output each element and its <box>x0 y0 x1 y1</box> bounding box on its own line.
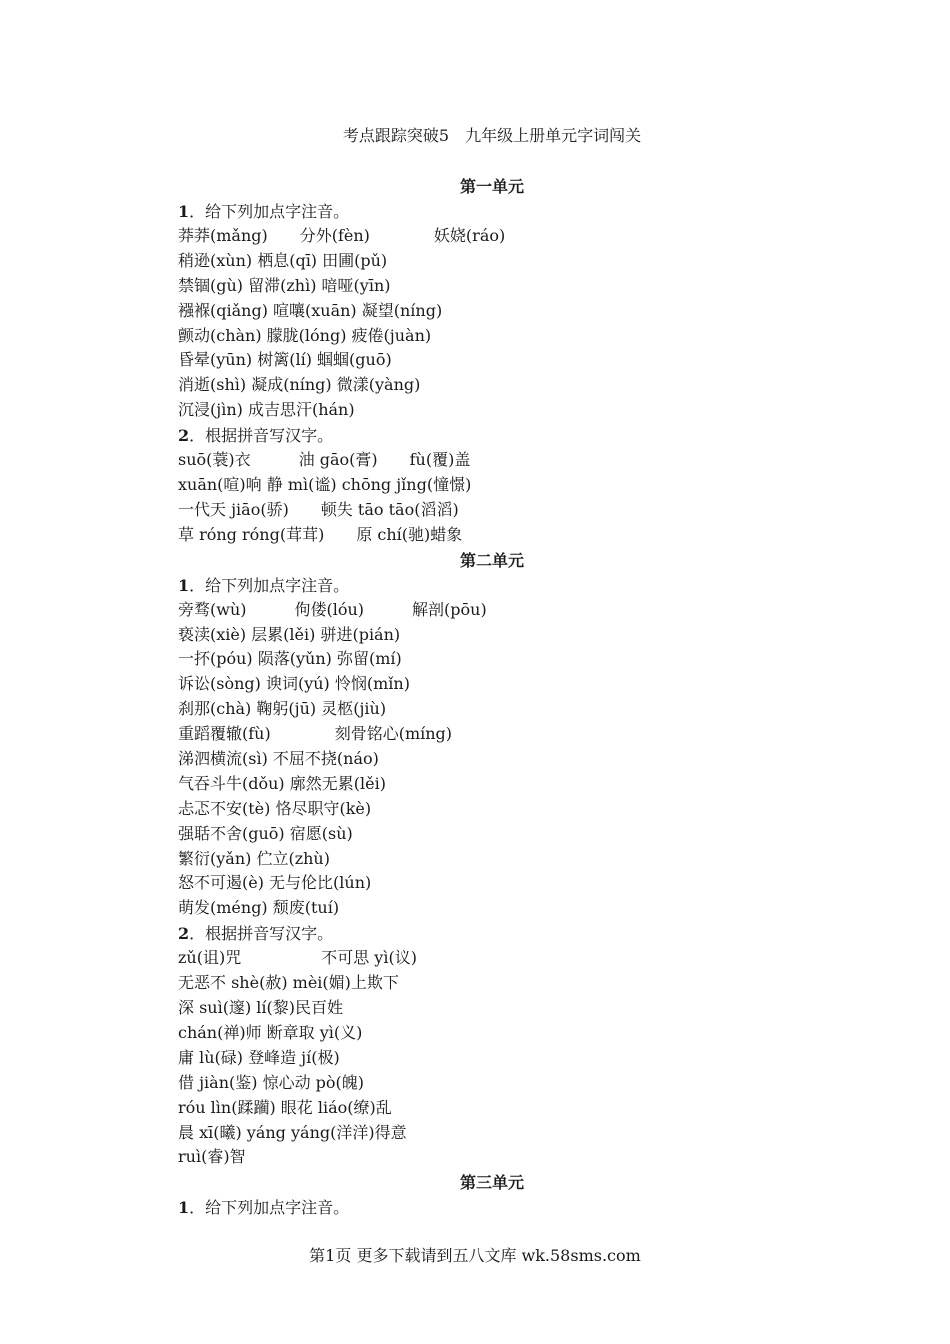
exercise-line: 萌发(méng) 颓废(tuí) <box>178 898 340 918</box>
exercise-line: 气吞斗牛(dǒu) 廓然无累(lěi) <box>178 773 386 793</box>
exercise-line: róu lìn(蹂躏) 眼花 liáo(缭)乱 <box>178 1097 392 1117</box>
question-number: 1 <box>178 575 190 595</box>
page-title: 考点跟踪突破5 九年级上册单元字词闯关 <box>342 126 642 145</box>
exercise-line: 莽莽(mǎng) 分外(fèn) 妖娆(ráo) <box>178 226 506 245</box>
page-footer: 第1页 更多下载请到五八文库 wk.58sms.com <box>309 1246 641 1265</box>
unit-heading: 第一单元 <box>459 177 524 196</box>
exercise-line: 一抔(póu) 陨落(yǔn) 弥留(mí) <box>178 649 402 669</box>
exercise-line: 刹那(chà) 鞠躬(jū) 灵柩(jiù) <box>178 699 387 719</box>
exercise-line: 旁骛(wù) 佝偻(lóu) 解剖(pōu) <box>178 599 487 619</box>
exercise-line: 消逝(shì) 凝成(níng) 微漾(yàng) <box>178 375 421 395</box>
exercise-line: 诉讼(sòng) 谀词(yú) 怜悯(mǐn) <box>178 674 410 694</box>
exercise-line: suō(蓑)衣 油 gāo(膏) fù(覆)盖 <box>178 450 471 470</box>
number-separator: ． <box>189 1198 206 1218</box>
number-separator: ． <box>189 575 206 595</box>
question-instruction <box>178 1195 878 1220</box>
exercise-line: 襁褓(qiǎng) 喧嚷(xuān) 凝望(níng) <box>178 300 443 320</box>
exercise-line: 无恶不 shè(赦) mèi(媚)上欺下 <box>178 973 399 993</box>
question-instruction <box>178 573 878 598</box>
exercise-line: 深 suì(邃) lí(黎)民百姓 <box>178 998 344 1018</box>
exercise-line: xuān(喧)响 静 mì(谧) chōng jǐng(憧憬) <box>178 475 472 495</box>
number-separator: ． <box>189 924 206 944</box>
exercise-line: 强聒不舍(guō) 宿愿(sù) <box>178 823 353 843</box>
number-separator: ． <box>189 202 206 221</box>
exercise-line: chán(禅)师 断章取 yì(义) <box>178 1022 363 1042</box>
question-instruction <box>178 423 878 448</box>
question-number: 1 <box>178 202 190 221</box>
instruction-text: 给下列加点字注音。 <box>205 202 350 221</box>
exercise-line: 重蹈覆辙(fù) 刻骨铭心(míng) <box>178 724 453 744</box>
exercise-line: 亵渎(xiè) 层累(lěi) 骈进(pián) <box>178 624 401 644</box>
instruction-text: 根据拼音写汉字。 <box>205 924 334 944</box>
exercise-line: 繁衍(yǎn) 伫立(zhù) <box>178 848 330 868</box>
question-instruction <box>178 199 878 224</box>
document-body <box>178 174 878 1220</box>
instruction-text: 给下列加点字注音。 <box>205 1198 350 1218</box>
question-number: 1 <box>178 1198 190 1218</box>
exercise-line: 禁锢(gù) 留滞(zhì) 喑哑(yīn) <box>178 275 391 295</box>
exercise-line: 草 róng róng(茸茸) 原 chí(驰)蜡象 <box>178 524 463 544</box>
unit-heading: 第二单元 <box>459 550 524 570</box>
instruction-text: 根据拼音写汉字。 <box>205 426 334 446</box>
unit-heading: 第三单元 <box>459 1173 524 1193</box>
exercise-line: 怒不可遏(è) 无与伦比(lún) <box>178 873 372 893</box>
question-number: 2 <box>178 924 190 944</box>
exercise-line: 沉浸(jìn) 成吉思汗(hán) <box>178 400 355 420</box>
exercise-line: 昏晕(yūn) 树篱(lí) 蝈蝈(guō) <box>178 350 392 370</box>
exercise-line: 涕泗横流(sì) 不屈不挠(náo) <box>178 749 379 769</box>
exercise-line: 晨 xī(曦) yáng yáng(洋洋)得意 <box>178 1122 407 1142</box>
question-instruction <box>178 921 878 946</box>
exercise-line: 稍逊(xùn) 栖息(qī) 田圃(pǔ) <box>178 250 388 270</box>
exercise-line: 庸 lù(碌) 登峰造 jí(极) <box>178 1047 340 1067</box>
exercise-line: 借 jiàn(鉴) 惊心动 pò(魄) <box>178 1072 365 1092</box>
exercise-line: 一代天 jiāo(骄) 顿失 tāo tāo(滔滔) <box>178 499 459 519</box>
exercise-line: ruì(睿)智 <box>178 1147 246 1167</box>
exercise-line: 忐忑不安(tè) 恪尽职守(kè) <box>178 798 372 818</box>
number-separator: ． <box>189 426 206 446</box>
exercise-line: 颤动(chàn) 朦胧(lóng) 疲倦(juàn) <box>178 325 432 345</box>
question-number: 2 <box>178 426 190 446</box>
instruction-text: 给下列加点字注音。 <box>205 575 350 595</box>
exercise-line: zǔ(诅)咒 不可思 yì(议) <box>178 948 417 968</box>
